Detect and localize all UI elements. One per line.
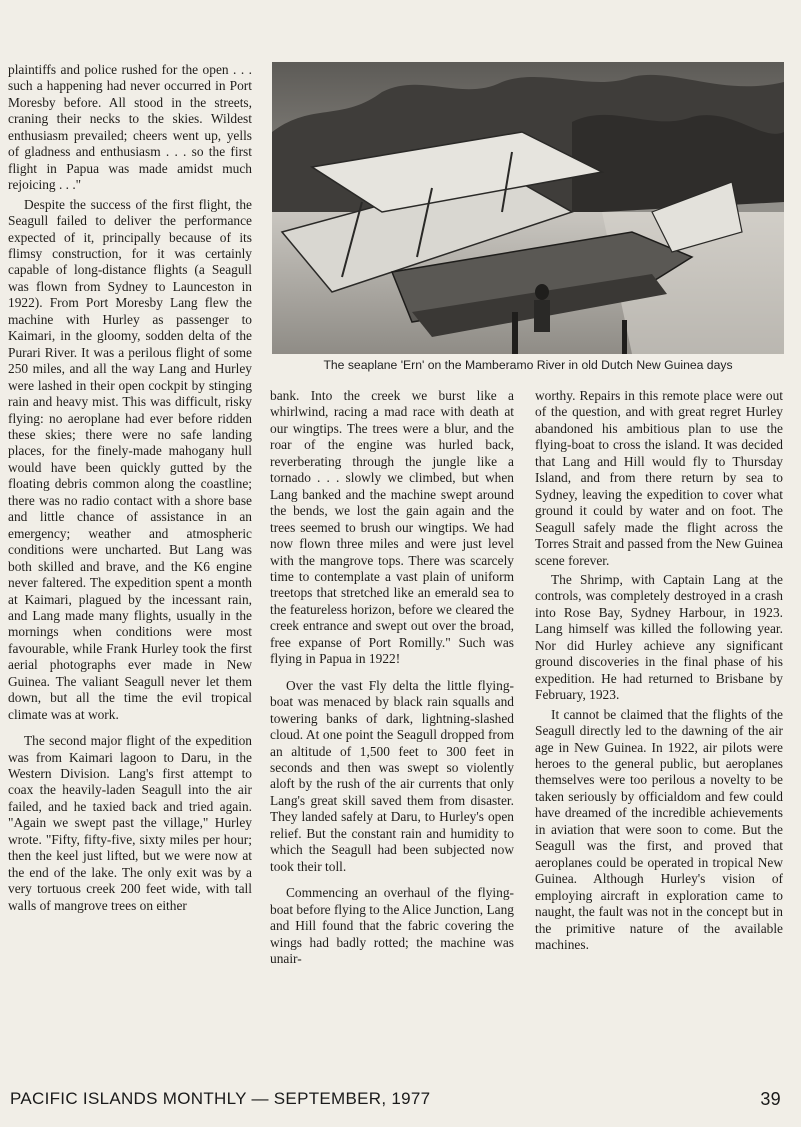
seaplane-photo (272, 62, 784, 354)
seaplane-photo-illustration (272, 62, 784, 354)
paragraph: It cannot be claimed that the flights of the Seagull directly led to the dawning of the air age in New Guinea. In 1922, air pilots were heroes to the general public, but aeroplanes themselves were too perilous a novelty to be taken seriously by officialdom and few could have dreamed of the incredible achievements in aviation that were soon to come. But the Seagull was the first, and proved that aeroplanes could be operated in tropical New Guinea. Although Hurley's vision of employing aircraft in exploration came to naught, the fault was not in the concept but in the primitive nature of the available machines. (535, 706, 783, 952)
paragraph: worthy. Repairs in this remote place were out of the question, and with great regret Hurley abandoned his ambitious plan to use the flying-boat to cross the island. It was decided that Lang and Hill would fly to Thursday Island, and from there return by sea to Sydney, leaving the expedition to cover what ground it could by water and on foot. The Seagull safely made the flight across the Torres Strait and passed from the New Guinea scene forever. (535, 388, 783, 568)
paragraph: The second major flight of the expedition was from Kaimari lagoon to Daru, in the Western Division. Lang's first attempt to coax the heavily-laden Seagull into the air failed, and he taxied back and tried again. "Again we swept past the village," Hurley wrote. "Fifty, fifty-five, sixty miles per hour; then the keel just lifted, but we were now at the end of the lake. The only exit was by a very tortuous creek 200 feet wide, with tall walls of mangrove trees on either (8, 733, 252, 913)
paragraph: Over the vast Fly delta the little flying-boat was menaced by black rain squalls and towering banks of dark, lightning-slashed cloud. At one point the Seagull dropped from an altitude of 1,500 feet to 300 feet in seconds and then was swept so violently aloft by the rush of the air currents that only Lang's great skill saved them from disaster. They landed safely at Daru, to Hurley's open relief. But the constant rain and humidity to which the Seagull had been subjected now took their toll. (270, 677, 514, 874)
paragraph: plaintiffs and police rushed for the open . . . such a happening had never occurred in Port Moresby before. All stood in the streets, craning their necks to the skies. Wildest enthusiasm prevailed; cheers went up, yells of gladness and enthusiasm . . . so the first flight in Papua was made amidst much rejoicing . . ." (8, 62, 252, 193)
paragraph: The Shrimp, with Captain Lang at the controls, was completely destroyed in a crash into Rose Bay, Sydney Harbour, in 1923. Lang himself was killed the following year. Nor did Hurley achieve any significant ground discoveries in the final phase of his expedition. He had returned to Brisbane by February, 1923. (535, 571, 783, 703)
paragraph: Despite the success of the first flight, the Seagull failed to deliver the performance expected of it, principally because of its flimsy construction, for it was certainly capable of long-distance flights (a Seagull was flown from Sydney to Launceston in 1922). From Port Moresby Lang flew the machine with Hurley as passenger to Kaimari, in the gloomy, sodden delta of the Purari River. It was a perilous flight of some 250 miles, and all the way Lang and Hurley were lashed in their open cockpit by stinging rain and heavy mist. This was difficult, risky flying: no aeroplane had ever before ridden these skies; there were no safe landing places, for the finely-made mahogany hull would have been quickly gutted by the floating debris common along the coastline; there was no radio contact with a shore base and little chance of assistance in an emergency; weather and atmospheric conditions were uncharted. But Lang was both skilled and brave, and the K6 engine never faltered. The expedition spent a month at Kaimari, plagued by the incessant rain, and Lang made many flights, usually in the mornings when conditions were most favourable, while Frank Hurley took the first aerial photographs ever made in New Guinea. The valiant Seagull never let them down, but all the time the evil tropical climate was at work. (8, 196, 252, 722)
publication-title: PACIFIC ISLANDS MONTHLY — SEPTEMBER, 1977 (10, 1089, 431, 1108)
photo-caption: The seaplane 'Ern' on the Mamberamo River in old Dutch New Guinea days (323, 358, 733, 372)
article-column-2 (270, 388, 514, 967)
article-column-1 (8, 62, 252, 914)
article-column-3 (535, 388, 783, 953)
paragraph: Commencing an overhaul of the flying-boat before flying to the Alice Junction, Lang and Hill found that the fabric covering the wings had badly rotted; the machine was unair- (270, 885, 514, 966)
paragraph: bank. Into the creek we burst like a whirlwind, racing a mad race with death at our wingtips. The trees were a blur, and the roar of the engine was hurled back, reverberating through the jungle like a tornado . . . slowly we climbed, but when Lang banked and the machine swept around the bends, we lost the gain again and the trees seemed to brush our wingtips. We had now flown three miles and were just level with the mangrove tops. There was scarcely time to contemplate a vast plain of uniform treetops that stretched like an emerald sea to the featureless horizon, before we cleared the creek entrance and swept out over the broad, free expanse of Port Romilly." Such was flying in Papua in 1922! (270, 388, 514, 667)
page-number: 39 (760, 1089, 781, 1109)
